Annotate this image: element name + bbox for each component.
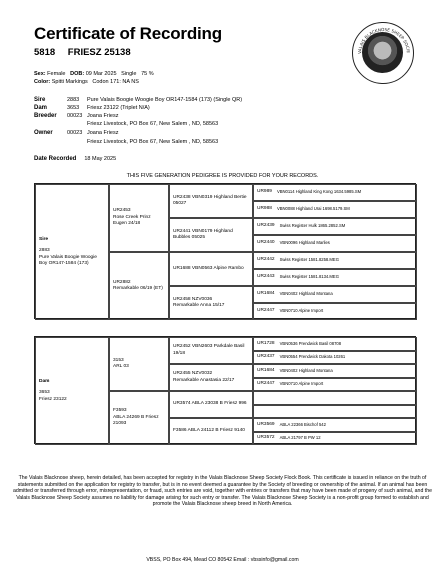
cell-line: 2883 xyxy=(39,248,50,253)
pedigree-parent-cell xyxy=(35,337,109,445)
animal-name: VBN0710 Alpine Import xyxy=(279,308,324,314)
disclaimer-text: The Valais Blacknose sheep, herein detailed, has been accepted for registry in the Valais Blacknose Sheep Society Flock Book. This certificate is issued in reliance on the truth of statements submitted on the application for registry to transfer, but is in no event deemed a guarantee by the Society of breeding or ownership of the animal. If an animal has been admitted or transferred through error, misrepresentation, or fraud, such entries are void, together with entries or transfers that may have been made of progeny of such animal, and the Valais Blacknose Sheep Society assumes no liability for damage arising for such entry or transfer. The Valais Blacknose Sheep Society is a non-profit group formed to establish and promote the Valais Blacknose sheep breed in North America. xyxy=(13,475,432,508)
relation-text: Pure Valais Boogie Woogie Boy OR147-1584 (173) (Single QR) xyxy=(87,97,243,103)
svg-text:VALAIS BLACKNOSE SHEEP SOCIETY: VALAIS BLACKNOSE SHEEP SOCIE xyxy=(356,26,412,55)
animal-id: UR2442 xyxy=(257,257,275,263)
seal-ring-text xyxy=(353,23,415,85)
cell-line: 3153 xyxy=(113,357,124,363)
pedigree-parent-label: Dam xyxy=(39,378,50,384)
relation-label: Dam xyxy=(34,105,48,111)
pedigree-gg-grandparent-cell xyxy=(253,235,417,252)
relation-number: 3653 xyxy=(67,105,80,111)
pedigree-gg-grandparent-cell xyxy=(253,337,417,351)
animal-id: UR1728 xyxy=(257,340,275,346)
pedigree-gg-grandparent-cell xyxy=(253,184,417,201)
pedigree-gg-grandparent-cell xyxy=(253,378,417,392)
pedigree-gg-grandparent-cell xyxy=(253,303,417,320)
date-recorded: Date Recorded 18 May 2025 xyxy=(34,156,117,162)
cell-line: Pure Valais Boogie Woogie Boy OR147-1584 (173) xyxy=(39,254,97,266)
pedigree-parent-label: Sire xyxy=(39,236,49,242)
cell-line: UR2438 VBN0319 Highland Bertie 05027 xyxy=(173,194,247,206)
cell-line: UR2455 NZV0032 xyxy=(173,371,213,376)
pedigree-great-grandparent-cell xyxy=(169,218,253,252)
animal-id: UR2437 xyxy=(257,354,275,359)
cell-line: Friesz 23122 xyxy=(39,396,67,402)
society-seal-logo xyxy=(352,22,414,84)
pedigree-title: THIS FIVE GENERATION PEDIGREE IS PROVIDED FOR YOUR RECORDS. xyxy=(126,173,319,179)
animal-name: FRIESZ 25138 xyxy=(67,47,131,58)
color-codon-line: Color: Spitti Markings Codon 171: NA NS xyxy=(34,79,139,85)
registration-number: 5818 xyxy=(34,47,56,58)
animal-id: UR3572 xyxy=(257,435,275,440)
relation-text: Friesz 23122 (Triplet N/A) xyxy=(87,105,150,111)
animal-id: UR2439 xyxy=(257,223,275,229)
pedigree-grandparent-cell xyxy=(109,252,169,320)
relation-label: Sire xyxy=(34,97,46,103)
footer-contact: VBSS, PO Box 494, Mead CO 80542 Email : vbssinfo@gmail.com xyxy=(146,557,299,563)
animal-id: UR2440 xyxy=(257,240,275,246)
relation-label: Owner xyxy=(34,130,53,136)
animal-id: UR2447 xyxy=(257,308,275,314)
cell-line: Remarkable 06/19 (ET) xyxy=(113,286,163,291)
pedigree-great-grandparent-cell xyxy=(169,418,253,445)
animal-name: Swiss Register Hulk 1865.2852.SM xyxy=(279,223,346,229)
relation-label: Breeder xyxy=(34,113,57,119)
sire-pedigree-table xyxy=(34,183,416,319)
cell-line: 3653 xyxy=(39,390,50,396)
pedigree-gg-grandparent-cell xyxy=(253,432,417,446)
relation-number: 2883 xyxy=(67,97,80,103)
relation-text: Joana Friesz xyxy=(87,130,119,136)
relation-text: Friesz Livestock, PO Box 67, New Salem , ND, 58563 xyxy=(87,139,219,145)
animal-name: VBN0554 Prendwick Dakota 10261 xyxy=(279,354,346,359)
animal-name: Swiss Register 1581.8134.MEG xyxy=(279,274,339,280)
pedigree-grandparent-cell xyxy=(109,391,169,445)
cell-line: UR3574 ABLA 23038 B Friesz 996 xyxy=(173,401,247,407)
pedigree-gg-grandparent-cell xyxy=(253,269,417,286)
animal-id: UR2443 xyxy=(257,274,275,280)
animal-name: ABLA 21797 B PW 12 xyxy=(279,435,321,440)
pedigree-great-grandparent-cell xyxy=(169,391,253,418)
dam-pedigree-table xyxy=(34,336,416,444)
animal-name: VBN0096 Highland Marlies xyxy=(279,240,330,246)
pedigree-great-grandparent-cell xyxy=(169,252,253,286)
pedigree-gg-grandparent-cell xyxy=(253,286,417,303)
cell-line: Rose Creek Prinz Eugen 24/18 xyxy=(113,214,151,227)
animal-id: UR988 xyxy=(257,206,272,212)
pedigree-gg-grandparent-cell xyxy=(253,391,417,405)
relation-text: Friesz Livestock, PO Box 67, New Salem , ND, 58563 xyxy=(87,121,219,127)
relation-number: 00023 xyxy=(67,113,83,119)
animal-id: UR1684 xyxy=(257,291,275,297)
pedigree-grandparent-cell xyxy=(109,337,169,391)
animal-id: UR989 xyxy=(257,189,272,195)
pedigree-gg-grandparent-cell xyxy=(253,201,417,218)
relation-text: Joana Friesz xyxy=(87,113,119,119)
cell-line: F3593 xyxy=(113,408,127,414)
cell-line: F3586 ABLA 24112 B Friesz 9140 xyxy=(173,428,245,434)
pedigree-gg-grandparent-cell xyxy=(253,364,417,378)
pedigree-grandparent-cell xyxy=(109,184,169,252)
cell-line: UR2882 xyxy=(113,279,131,285)
cell-line: ARL 03 xyxy=(113,364,129,369)
pedigree-gg-grandparent-cell xyxy=(253,351,417,365)
animal-name: VBN0402 Highland Montana xyxy=(279,291,333,297)
animal-name: VBN0536 Prendwick Basil 08708 xyxy=(279,340,342,346)
pedigree-great-grandparent-cell xyxy=(169,184,253,218)
cell-line: ABLA 24269 B Friesz 21093 xyxy=(113,414,159,427)
pedigree-gg-grandparent-cell xyxy=(253,252,417,269)
cell-line: Remarkable Anna 15/17 xyxy=(173,303,225,308)
cell-line: UR2452 VBN2603 Parkdale Basil 19/18 xyxy=(173,344,245,356)
cell-line: UR1688 VBN0563 Alpine Rambo xyxy=(173,265,244,271)
cell-line: UR2458 NZV0036 xyxy=(173,296,213,302)
cell-line: UR2453 xyxy=(113,208,131,214)
animal-name: VBN0402 Highland Montana xyxy=(279,367,333,373)
pedigree-gg-grandparent-cell xyxy=(253,405,417,419)
sex-dob-line: Sex: Female DOB: 09 Mar 2025 Single 75 % xyxy=(34,71,154,77)
pedigree-great-grandparent-cell xyxy=(169,337,253,364)
pedigree-gg-grandparent-cell xyxy=(253,418,417,432)
animal-id: UR2447 xyxy=(257,381,275,386)
animal-id: UR3569 xyxy=(257,421,275,427)
animal-name: ABLA 22366 Bischof 542 xyxy=(279,421,326,427)
pedigree-great-grandparent-cell xyxy=(169,364,253,391)
animal-name: VBN0088 Highland Urai 1698.5179.SM xyxy=(276,206,350,212)
animal-id: UR1684 xyxy=(257,367,275,373)
animal-name: Swiss Register 1581.8258.MEG xyxy=(279,257,339,263)
animal-name: VBN0710 Alpine Import xyxy=(279,381,324,386)
pedigree-parent-cell xyxy=(35,184,109,320)
cell-line: UR2441 VBN0179 Highland Bubbles 05025 xyxy=(173,228,233,240)
cell-line: Remarkable Anastasia 22/17 xyxy=(173,377,235,383)
pedigree-gg-grandparent-cell xyxy=(253,218,417,235)
registration-line xyxy=(34,47,141,58)
certificate-title: Certificate of Recording xyxy=(34,24,222,43)
relation-number: 00023 xyxy=(67,130,83,136)
animal-name: VBN0114 Highland King Kong 1634.5985.SM xyxy=(276,189,362,195)
pedigree-great-grandparent-cell xyxy=(169,286,253,320)
